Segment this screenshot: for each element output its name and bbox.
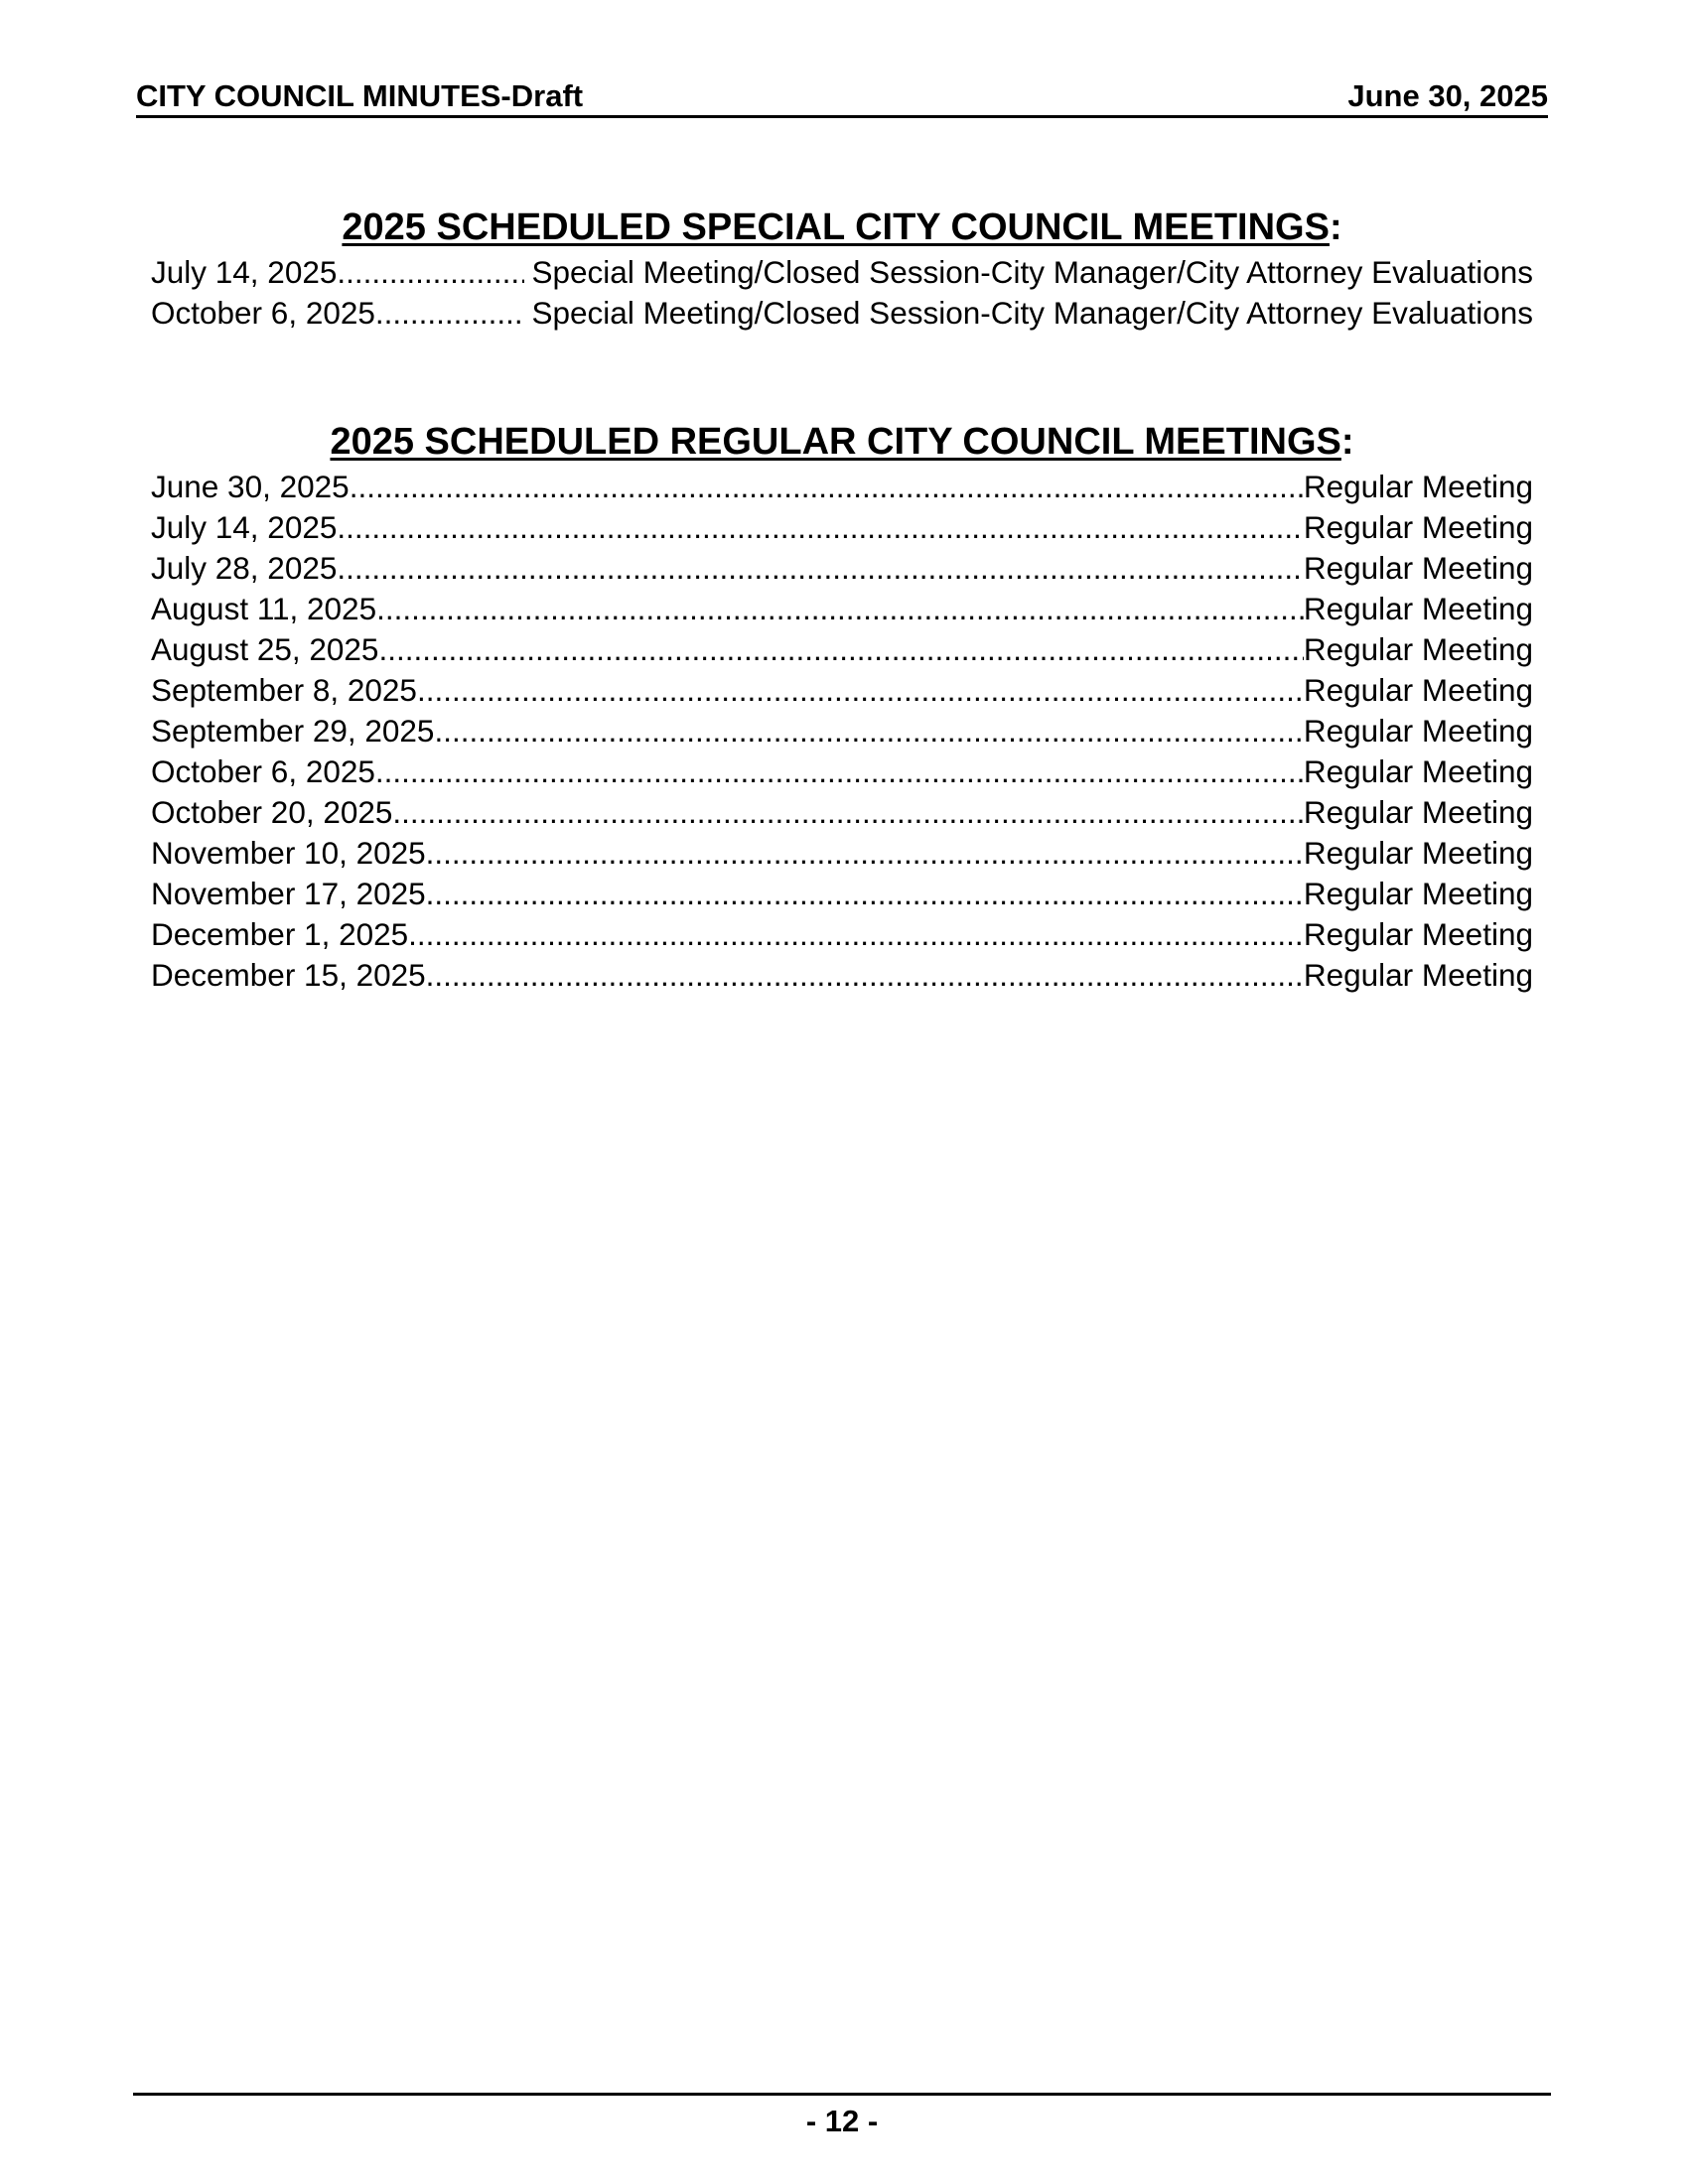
regular-meeting-entry [151,670,1533,711]
dot-leader [426,874,1304,914]
regular-meetings-list [151,467,1533,996]
dot-leader [337,507,1303,548]
regular-meeting-entry [151,751,1533,792]
regular-meetings-section [151,419,1533,996]
regular-meeting-entry [151,711,1533,751]
dot-leader [375,293,524,334]
meeting-description: Regular Meeting [1303,957,1533,993]
special-meetings-heading-text: 2025 SCHEDULED SPECIAL CITY COUNCIL MEETINGS [342,206,1330,248]
regular-meeting-entry [151,833,1533,874]
special-meetings-section [151,205,1533,334]
regular-meeting-entry [151,467,1533,507]
regular-meetings-heading-colon: : [1340,421,1354,463]
regular-meeting-entry [151,548,1533,589]
page-number: - 12 - [805,2104,879,2138]
meeting-date: October 20, 2025 [151,794,393,830]
meeting-date: July 28, 2025 [151,550,338,586]
meeting-date: June 30, 2025 [151,469,350,504]
meeting-date: July 14, 2025 [151,509,338,545]
dot-leader [426,833,1304,874]
meeting-description: Regular Meeting [1303,794,1533,830]
dot-leader [376,589,1304,629]
meeting-date: September 29, 2025 [151,713,435,749]
meeting-description: Regular Meeting [1303,509,1533,545]
page-header [136,79,1548,118]
meeting-date: December 15, 2025 [151,957,426,993]
regular-meeting-entry [151,914,1533,955]
meeting-description: Regular Meeting [1303,631,1533,667]
special-meeting-entry [151,252,1533,293]
regular-meeting-entry [151,874,1533,914]
dot-leader [434,711,1303,751]
meeting-description: Regular Meeting [1303,713,1533,749]
dot-leader [350,467,1304,507]
meeting-description: Regular Meeting [1303,550,1533,586]
meeting-date: August 11, 2025 [151,591,377,626]
regular-meeting-entry [151,507,1533,548]
meeting-description: Regular Meeting [1303,916,1533,952]
regular-meeting-entry [151,629,1533,670]
dot-leader [426,955,1304,996]
meeting-description: Regular Meeting [1303,591,1533,626]
regular-meetings-heading [151,419,1533,465]
meeting-date: August 25, 2025 [151,631,379,667]
meeting-date: November 17, 2025 [151,876,426,911]
meeting-date: December 1, 2025 [151,916,409,952]
meeting-description: Regular Meeting [1303,835,1533,871]
dot-leader [378,629,1303,670]
special-meetings-heading-colon: : [1329,206,1342,248]
regular-meetings-heading-text: 2025 SCHEDULED REGULAR CITY COUNCIL MEETINGS [330,421,1341,463]
dot-leader [337,548,1303,589]
meeting-date: September 8, 2025 [151,672,417,708]
meeting-date: October 6, 2025 [151,753,375,789]
regular-meeting-entry [151,589,1533,629]
dot-leader [375,751,1304,792]
special-meetings-list [151,252,1533,334]
meeting-description: Regular Meeting [1303,753,1533,789]
meeting-description: Regular Meeting [1303,672,1533,708]
meeting-description: Regular Meeting [1303,876,1533,911]
regular-meeting-entry [151,792,1533,833]
meeting-description: Special Meeting/Closed Session-City Manager/City Attorney Evaluations [531,254,1533,290]
document-title: CITY COUNCIL MINUTES-Draft [136,78,584,113]
dot-leader [417,670,1304,711]
regular-meeting-entry [151,955,1533,996]
meeting-description: Special Meeting/Closed Session-City Manager/City Attorney Evaluations [531,295,1533,331]
meeting-date: October 6, 2025 [151,295,375,331]
meeting-description: Regular Meeting [1303,469,1533,504]
page-footer [133,2093,1551,2141]
meeting-date: November 10, 2025 [151,835,426,871]
dot-leader [392,792,1303,833]
document-date: June 30, 2025 [1347,78,1548,113]
dot-leader [337,252,523,293]
meeting-date: July 14, 2025 [151,254,338,290]
special-meeting-entry [151,293,1533,334]
dot-leader [408,914,1304,955]
special-meetings-heading [151,205,1533,250]
